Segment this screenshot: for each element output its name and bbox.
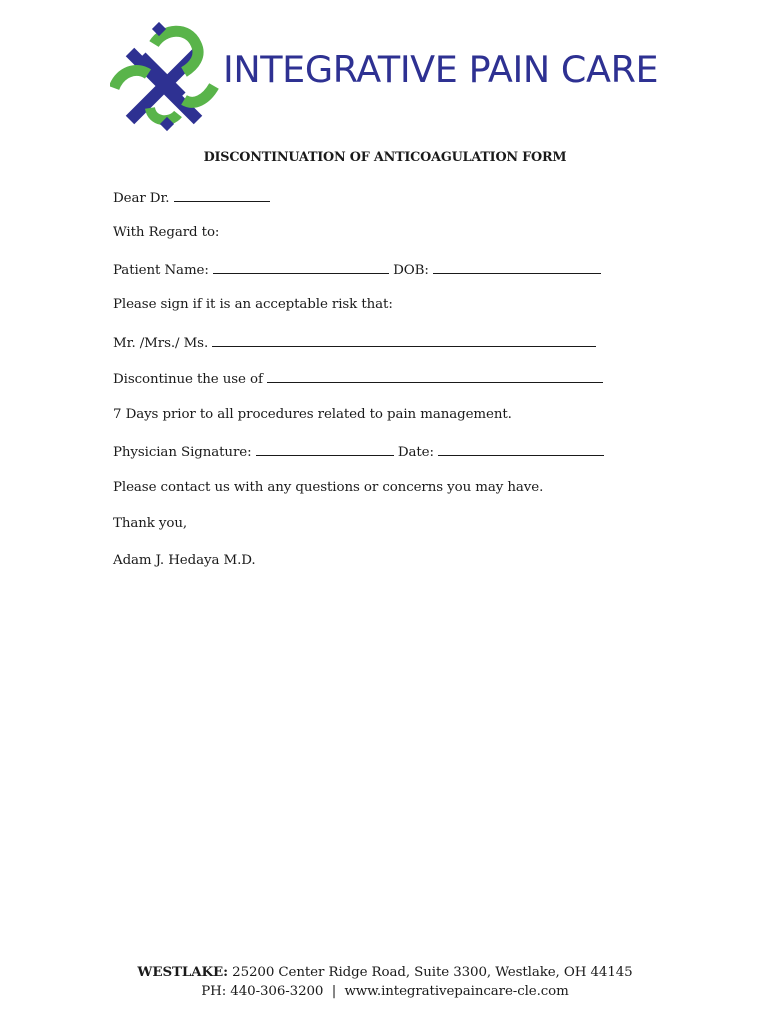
doctor-name-field[interactable] bbox=[174, 188, 270, 202]
footer bbox=[0, 963, 770, 1001]
discontinue-line bbox=[113, 369, 603, 389]
patient-full-name-field[interactable] bbox=[212, 333, 596, 347]
dob-field[interactable] bbox=[433, 260, 601, 274]
footer-website-link[interactable]: www.integrativepaincare-cle.com bbox=[344, 984, 569, 999]
date-field[interactable] bbox=[438, 442, 604, 456]
logo-text: INTEGRATIVE PAIN CARE bbox=[223, 48, 659, 91]
salutation-label: Mr. /Mrs./ Ms. bbox=[113, 336, 209, 351]
dear-line bbox=[113, 188, 270, 208]
dear-label: Dear Dr. bbox=[113, 191, 170, 206]
discontinue-label: Discontinue the use of bbox=[113, 372, 263, 387]
dob-label: DOB: bbox=[393, 263, 429, 278]
date-label: Date: bbox=[397, 445, 434, 460]
closing-text: Thank you, bbox=[113, 516, 188, 531]
contact-text: Please contact us with any questions or concerns you may have. bbox=[113, 480, 544, 495]
medication-field[interactable] bbox=[267, 369, 603, 383]
signature-label: Physician Signature: bbox=[113, 445, 252, 460]
footer-contact-line bbox=[0, 982, 770, 1001]
footer-separator: | bbox=[331, 984, 337, 999]
footer-address-line bbox=[0, 963, 770, 982]
patient-name-field[interactable] bbox=[213, 260, 389, 274]
form-title: DISCONTINUATION OF ANTICOAGULATION FORM bbox=[203, 150, 567, 165]
logo-knot-icon bbox=[110, 22, 222, 132]
footer-address: 25200 Center Ridge Road, Suite 3300, Westlake, OH 44145 bbox=[232, 965, 633, 980]
patient-name-label: Patient Name: bbox=[113, 263, 209, 278]
footer-location-label: WESTLAKE: bbox=[137, 964, 228, 980]
company-logo bbox=[110, 22, 670, 132]
patient-line bbox=[113, 260, 601, 280]
signature-line bbox=[113, 442, 604, 462]
sign-prompt: Please sign if it is an acceptable risk that: bbox=[113, 297, 393, 312]
regard-line: With Regard to: bbox=[113, 225, 220, 240]
signer-name: Adam J. Hedaya M.D. bbox=[113, 553, 256, 568]
days-prior-text: 7 Days prior to all procedures related to pain management. bbox=[113, 407, 512, 422]
physician-signature-field[interactable] bbox=[256, 442, 394, 456]
salutation-line bbox=[113, 333, 596, 353]
footer-phone: PH: 440-306-3200 bbox=[201, 984, 324, 999]
